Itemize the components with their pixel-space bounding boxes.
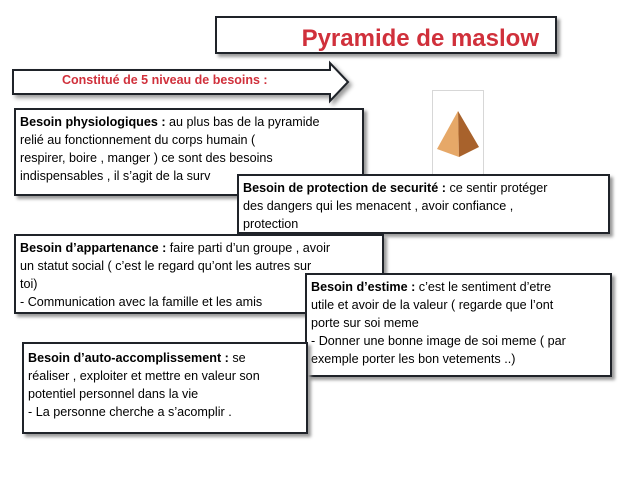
esteem-line-3: porte sur soi meme (311, 316, 419, 330)
pyramid-left-face (437, 111, 459, 157)
box-protection (237, 174, 610, 234)
esteem-line-5: exemple porter les bon vetements ..) (311, 352, 516, 366)
esteem-line-4: - Donner une bonne image de soi meme ( par (311, 334, 566, 348)
physio-line-1: au plus bas de la pyramide (165, 115, 320, 129)
esteem-line-1: c’est le sentiment d’etre (415, 280, 552, 294)
box-esteem (305, 273, 612, 377)
arrow-label: Constitué de 5 niveau de besoins : (62, 73, 268, 87)
self-actualization-line-4: - La personne cherche a s’acomplir . (28, 405, 232, 419)
belonging-line-2: un statut social ( c’est le regard qu’ont les autres sur (20, 259, 312, 273)
page-title: Pyramide de maslow (301, 25, 539, 52)
belonging-line-1: faire parti d’un groupe , avoir (166, 241, 331, 255)
esteem-line-2: utile et avoir de la valeur ( regarde que l’ont (311, 298, 554, 312)
protection-line-3: protection (243, 217, 299, 231)
physio-heading: Besoin physiologiques : (20, 115, 166, 129)
protection-line-2: des dangers qui les menacent , avoir confiance , (243, 199, 514, 213)
belonging-line-3: toi) (20, 277, 38, 291)
belonging-line-4: - Communication avec la famille et les amis (20, 295, 263, 309)
protection-heading: Besoin de protection de securité : (243, 181, 446, 195)
self-actualization-line-1: se (228, 351, 246, 365)
belonging-heading: Besoin d’appartenance : (20, 241, 167, 255)
physio-line-4: indispensables , il s’agit de la surv (20, 169, 211, 183)
pyramid-right-face (458, 111, 479, 157)
pyramid-image-frame (432, 90, 484, 178)
pyramid-icon (433, 91, 483, 177)
self-actualization-heading: Besoin d’auto-accomplissement : (28, 351, 229, 365)
physio-line-3: respirer, boire , manger ) ce sont des besoins (20, 151, 273, 165)
self-actualization-line-3: potentiel personnel dans la vie (28, 387, 199, 401)
physio-line-2: relié au fonctionnement du corps humain ( (20, 133, 256, 147)
protection-line-1: ce sentir protéger (445, 181, 548, 195)
self-actualization-line-2: réaliser , exploiter et mettre en valeur son (28, 369, 260, 383)
esteem-heading: Besoin d’estime : (311, 280, 416, 294)
box-self-actualization (22, 342, 308, 434)
